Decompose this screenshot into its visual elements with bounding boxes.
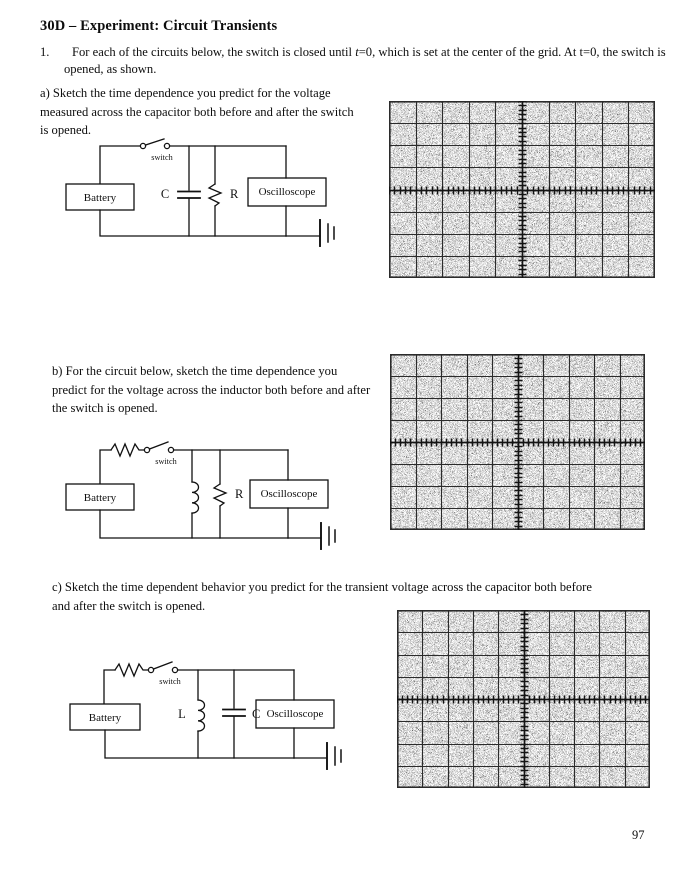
switch-blade: [154, 662, 173, 669]
wire-battery-bottom: [100, 210, 286, 236]
instruction-t-symbol: t: [355, 45, 359, 59]
instruction-text: [64, 44, 670, 78]
resistor-label-b: R: [235, 487, 244, 501]
wire-battery-to-resistor: [104, 670, 115, 704]
instruction-text-part-1: For each of the circuits below, the switch is closed until: [72, 45, 356, 59]
wire-battery-to-resistor: [100, 450, 111, 484]
part-c-prompt: c) Sketch the time dependent behavior you predict for the transient voltage across the capacitor both before and after the switch is opened.: [52, 580, 592, 613]
part-a-prompt: a) Sketch the time dependence you predict for the voltage measured across the capacitor both before and after the switch is opened.: [40, 86, 354, 137]
switch-pole-right: [168, 447, 173, 452]
wire-battery-bottom: [105, 730, 294, 758]
inductor-coil: [192, 482, 199, 513]
switch-label-b: switch: [155, 457, 177, 466]
switch-pole-left: [148, 667, 153, 672]
battery-label-c: Battery: [88, 712, 122, 724]
instruction-item-1: [40, 44, 670, 78]
resistor-zigzag: [214, 484, 226, 506]
capacitor-label-a: C: [160, 187, 170, 201]
oscilloscope-label-a: Oscilloscope: [258, 186, 316, 198]
switch-pole-left: [144, 447, 149, 452]
series-resistor-zigzag: [115, 664, 148, 676]
series-resistor-zigzag: [111, 444, 144, 456]
wire-battery-to-switch: [100, 146, 140, 184]
switch-pole-right: [172, 667, 177, 672]
oscilloscope-label-c: Oscilloscope: [266, 708, 324, 720]
oscilloscope-grid-a: [389, 101, 655, 278]
oscilloscope-grid-b: [390, 354, 645, 530]
inductor-label-c: L: [178, 707, 186, 721]
wire-battery-bottom: [100, 510, 288, 538]
oscilloscope-grid-a-canvas: [389, 101, 655, 278]
switch-label-a: switch: [151, 153, 173, 162]
battery-label-b: Battery: [83, 492, 117, 504]
switch-pole-left: [140, 143, 145, 148]
resistor-label-a: R: [230, 187, 239, 201]
switch-label-c: switch: [159, 677, 181, 686]
circuit-diagram-b: [58, 432, 358, 550]
instruction-number: 1.: [40, 45, 50, 59]
oscilloscope-grid-c-canvas: [397, 610, 650, 788]
part-b-prompt: b) For the circuit below, sketch the time dependence you predict for the voltage across the inductor both before and after the switch is opened.: [52, 364, 371, 415]
circuit-diagram-c: [62, 652, 362, 770]
battery-label-a: Battery: [83, 192, 117, 204]
oscilloscope-label-b: Oscilloscope: [260, 488, 318, 500]
switch-blade: [146, 139, 165, 145]
switch-pole-right: [164, 143, 169, 148]
oscilloscope-grid-b-canvas: [390, 354, 645, 530]
switch-blade: [150, 442, 169, 449]
oscilloscope-grid-c: [397, 610, 650, 788]
inductor-coil: [198, 700, 204, 731]
page-title: 30D – Experiment: Circuit Transients: [40, 18, 278, 34]
page-number: 97: [632, 828, 645, 842]
circuit-diagram-a: [58, 136, 358, 248]
instruction-text-part-2: =0, which is set at the center of the grid. At t=0, the switch is opened, as shown.: [64, 45, 666, 76]
capacitor-label-c: C: [252, 707, 261, 721]
resistor-zigzag: [209, 184, 221, 206]
